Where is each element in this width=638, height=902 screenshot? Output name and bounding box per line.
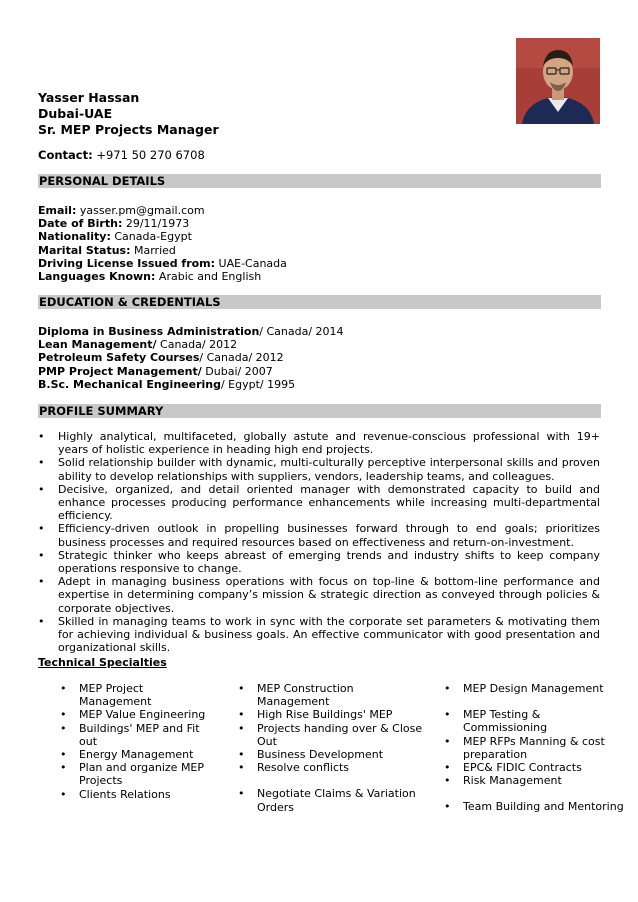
summary-text: Strategic thinker who keeps abreast of emerging trends and industry shifts to keep company operations responsive to change. — [58, 548, 600, 576]
personal-email — [38, 204, 287, 217]
specialty-item — [238, 787, 423, 813]
credential-detail: Dubai/ 2007 — [201, 364, 273, 378]
bullet-icon: • — [60, 721, 67, 735]
summary-item — [38, 615, 600, 655]
specialty-item — [60, 722, 210, 748]
bullet-icon: • — [38, 482, 45, 496]
specialty-text: MEP Design Management — [463, 682, 604, 695]
specialty-text: MEP RFPs Manning & cost preparation — [463, 734, 605, 761]
summary-text: Highly analytical, multifaceted, globally astute and revenue-conscious professional with 19+ years of holistic experience in heading high end projects. — [58, 430, 600, 457]
bullet-icon: • — [238, 761, 245, 775]
bullet-icon: • — [444, 774, 451, 788]
specialty-item — [444, 708, 624, 734]
specialty-item — [238, 748, 423, 761]
bullet-icon: • — [38, 430, 45, 443]
specialty-item — [60, 682, 210, 708]
person-name: Yasser Hassan — [38, 90, 140, 105]
field-label: Languages Known: — [38, 270, 156, 284]
specialty-item — [238, 708, 423, 721]
person-location: Dubai-UAE — [38, 106, 113, 121]
education-list — [38, 325, 344, 391]
specialty-item — [60, 761, 210, 787]
bullet-icon: • — [444, 800, 451, 814]
field-value: UAE-Canada — [215, 256, 287, 270]
credential-detail: / Egypt/ 1995 — [220, 377, 296, 391]
summary-item — [38, 575, 600, 615]
bullet-icon: • — [444, 682, 451, 695]
specialty-item — [444, 682, 624, 695]
specialty-text: Buildings' MEP and Fit out — [79, 721, 200, 748]
credential-name: Diploma in Business Administration — [38, 325, 260, 338]
specialty-item — [60, 748, 210, 761]
credential-name: Lean Management/ — [38, 338, 157, 352]
credential-name: B.Sc. Mechanical Engineering — [38, 377, 221, 391]
contact-value: +971 50 270 6708 — [92, 148, 205, 162]
summary-item — [38, 483, 600, 523]
personal-details-list — [38, 204, 287, 283]
bullet-icon: • — [60, 708, 67, 722]
education-item — [38, 338, 344, 351]
specialty-item — [444, 774, 624, 787]
bullet-icon: • — [444, 708, 451, 722]
specialties-column-1 — [60, 682, 210, 801]
bullet-icon: • — [38, 522, 45, 536]
field-label: Nationality: — [38, 230, 111, 244]
bullet-icon: • — [38, 456, 45, 470]
bullet-icon: • — [60, 682, 67, 695]
credential-detail: / Canada/ 2014 — [259, 325, 344, 338]
bullet-icon: • — [238, 721, 245, 735]
technical-specialties-heading: Technical Specialties — [38, 656, 167, 669]
section-profile-summary: PROFILE SUMMARY — [38, 404, 601, 418]
specialty-item — [60, 708, 210, 721]
summary-text: Solid relationship builder with dynamic, multi-culturally perceptive interpersonal skills and proven ability to develop relationships with suppliers, vendors, leadership teams, and colleagues. — [58, 456, 600, 483]
summary-text: Adept in managing business operations with focus on top-line & bottom-line performance and expertise in determining company’s mission & strategic direction as conveyed through policies & corporate objectives. — [58, 575, 600, 615]
field-label: Driving License Issued from: — [38, 256, 216, 270]
education-item — [38, 365, 344, 378]
bullet-icon: • — [238, 708, 245, 722]
specialty-text: High Rise Buildings' MEP — [257, 708, 393, 722]
field-value: Married — [130, 243, 176, 257]
profile-summary-list — [38, 430, 600, 654]
personal-nationality — [38, 230, 287, 243]
specialty-text: EPC& FIDIC Contracts — [463, 761, 582, 775]
credential-name: PMP Project Management/ — [38, 364, 202, 378]
bullet-icon: • — [38, 548, 45, 562]
summary-item — [38, 430, 600, 456]
credential-name: Petroleum Safety Courses — [38, 351, 200, 365]
education-item — [38, 378, 344, 391]
bullet-icon: • — [60, 748, 67, 762]
credential-detail: Canada/ 2012 — [156, 338, 238, 352]
profile-photo — [516, 38, 600, 124]
personal-dob — [38, 217, 287, 230]
specialty-item — [444, 800, 624, 813]
specialty-text: Business Development — [257, 748, 384, 762]
credential-detail: / Canada/ 2012 — [199, 351, 284, 365]
summary-item — [38, 549, 600, 575]
bullet-icon: • — [444, 734, 451, 748]
specialty-text: Energy Management — [79, 748, 194, 762]
section-education: EDUCATION & CREDENTIALS — [38, 295, 601, 309]
summary-text: Skilled in managing teams to work in sync with the corporate set parameters & motivating them for achieving individual & business goals. An effective communicator with good presentation and organizational skills. — [58, 614, 600, 655]
contact-line — [38, 148, 205, 162]
field-label: Email: — [38, 204, 77, 217]
specialties-column-2 — [238, 682, 423, 814]
summary-text: Decisive, organized, and detail oriented manager with demonstrated capacity to build and enhance processes producing performance enhancements while increasing multi-departmental efficiency. — [58, 482, 600, 523]
personal-license — [38, 257, 287, 270]
field-label: Marital Status: — [38, 243, 131, 257]
personal-languages — [38, 270, 287, 283]
field-value: Canada-Egypt — [110, 230, 192, 244]
personal-marital — [38, 244, 287, 257]
specialty-text: Plan and organize MEP Projects — [79, 761, 205, 788]
field-value: yasser.pm@gmail.com — [76, 204, 205, 217]
specialty-text: MEP Construction Management — [257, 682, 354, 709]
specialty-item — [60, 788, 210, 801]
specialty-text: Resolve conflicts — [257, 761, 350, 775]
summary-item — [38, 522, 600, 548]
bullet-icon: • — [38, 614, 45, 628]
section-personal-details: PERSONAL DETAILS — [38, 174, 601, 188]
bullet-icon: • — [38, 575, 45, 589]
bullet-icon: • — [444, 761, 451, 775]
specialty-text: Negotiate Claims & Variation Orders — [257, 787, 416, 814]
bullet-icon: • — [60, 761, 67, 775]
contact-label: Contact: — [38, 148, 93, 162]
bullet-icon: • — [238, 787, 245, 801]
specialty-item — [238, 682, 423, 708]
bullet-icon: • — [238, 682, 245, 695]
specialty-text: MEP Testing & Commissioning — [463, 708, 548, 735]
field-value: 29/11/1973 — [122, 217, 190, 231]
education-item — [38, 351, 344, 364]
field-label: Date of Birth: — [38, 217, 123, 231]
summary-text: Efficiency-driven outlook in propelling businesses forward through to end goals; prioritizes business processes and required resources based on effectiveness and return-on-investment. — [58, 522, 600, 549]
specialty-text: Risk Management — [463, 774, 562, 788]
specialty-item — [444, 735, 624, 761]
specialty-text: Team Building and Mentoring — [463, 800, 624, 814]
specialty-item — [444, 761, 624, 774]
field-value: Arabic and English — [155, 270, 262, 284]
specialty-item — [238, 722, 423, 748]
specialty-text: MEP Value Engineering — [79, 708, 206, 722]
education-item — [38, 325, 344, 338]
summary-item — [38, 456, 600, 482]
specialty-text: MEP Project Management — [79, 682, 152, 709]
specialty-item — [238, 761, 423, 774]
person-title: Sr. MEP Projects Manager — [38, 122, 219, 137]
specialty-text: Projects handing over & Close Out — [257, 721, 423, 748]
specialties-column-3 — [444, 682, 624, 814]
bullet-icon: • — [60, 787, 67, 801]
bullet-icon: • — [238, 748, 245, 762]
header-block — [38, 90, 219, 138]
specialty-text: Clients Relations — [79, 787, 171, 801]
